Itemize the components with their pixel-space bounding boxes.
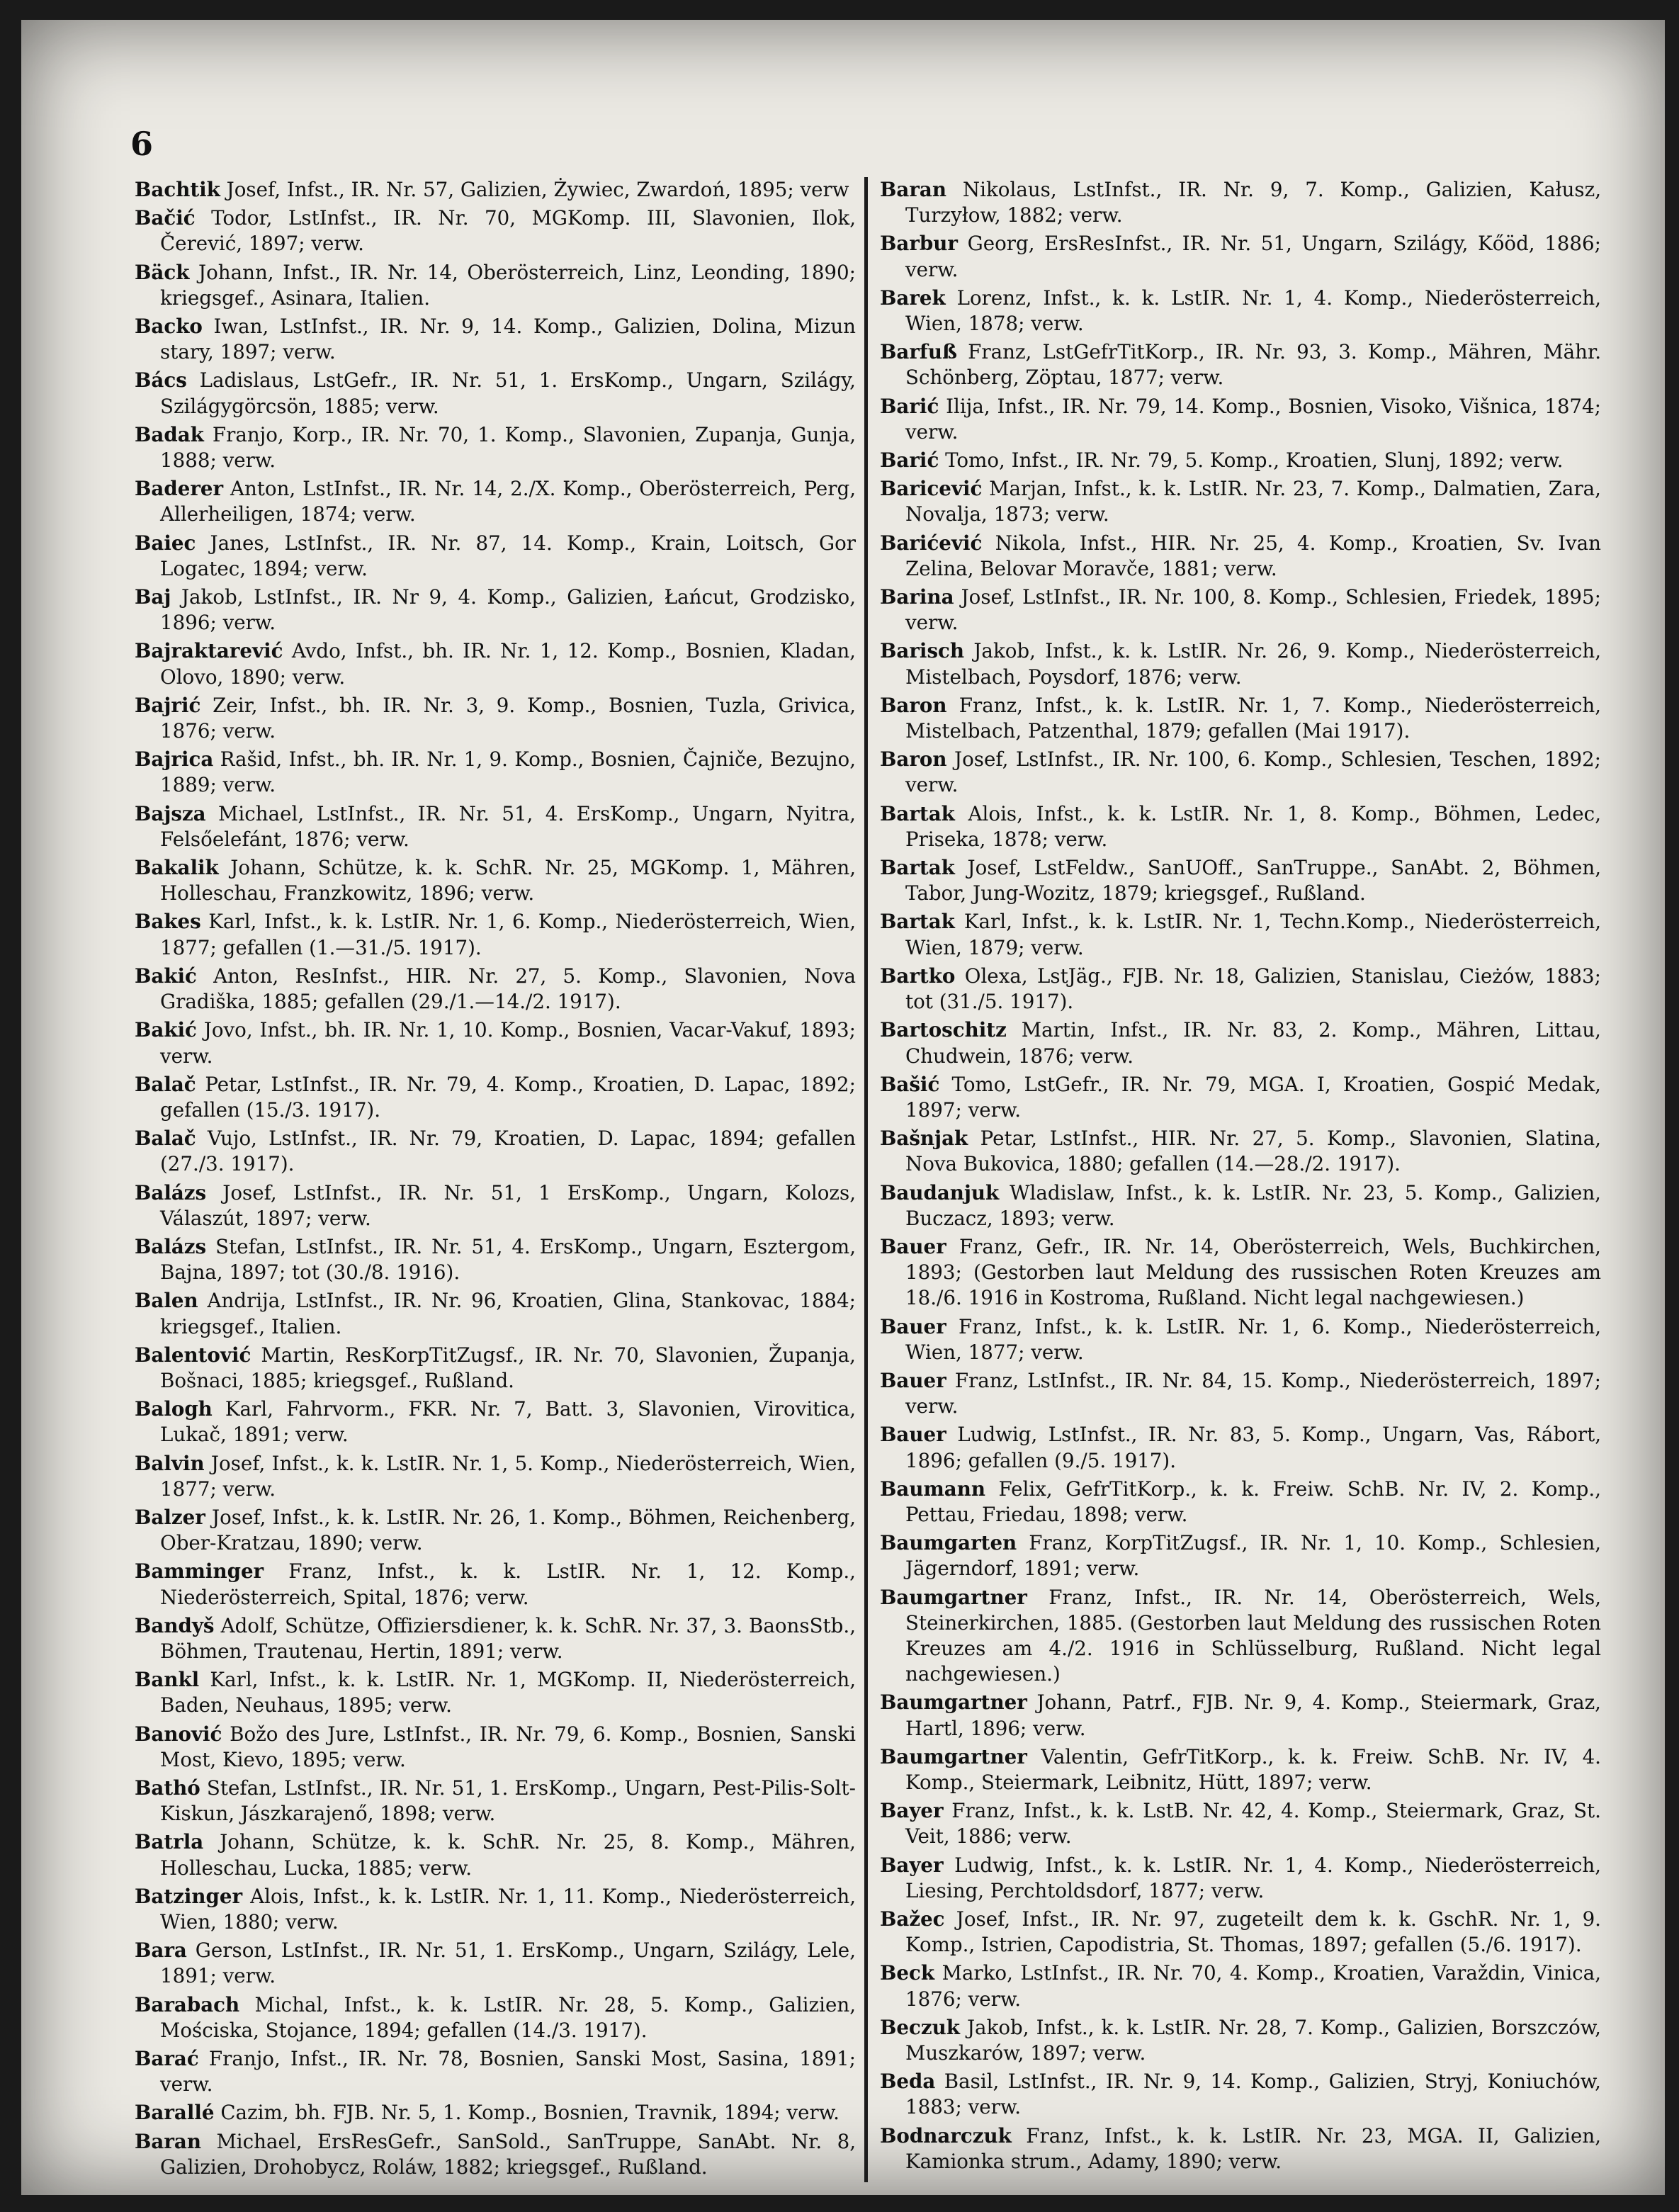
entry-details: Vujo, LstInfst., IR. Nr. 79, Kroatien, D. Lapac, 1894; gefallen (27./3. 1917).	[160, 1127, 856, 1176]
list-entry	[880, 1530, 1601, 1581]
entry-surname: Batzinger	[135, 1884, 243, 1908]
list-entry	[880, 1853, 1601, 1904]
entry-surname: Bauer	[880, 1234, 946, 1258]
list-entry	[880, 1690, 1601, 1741]
entry-details: Karl, Fahrvorm., FKR. Nr. 7, Batt. 3, Slavonien, Virovitica, Lukač, 1891; verw.	[160, 1397, 856, 1447]
list-entry	[880, 1368, 1601, 1419]
entry-details: Avdo, Infst., bh. IR. Nr. 1, 12. Komp., Bosnien, Kladan, Olovo, 1890; verw.	[160, 639, 856, 689]
entry-details: Tomo, Infst., IR. Nr. 79, 5. Komp., Kroatien, Slunj, 1892; verw.	[939, 448, 1564, 473]
list-entry	[880, 476, 1601, 527]
entry-surname: Barić	[880, 448, 939, 473]
entry-surname: Bäck	[135, 260, 190, 284]
list-entry	[135, 314, 856, 365]
entry-details: Martin, Infst., IR. Nr. 83, 2. Komp., Mähren, Littau, Chudwein, 1876; verw.	[905, 1018, 1601, 1068]
entry-details: Stefan, LstInfst., IR. Nr. 51, 1. ErsKomp., Ungarn, Pest-Pilis-Solt-Kiskun, Jászkarajenő, 1898; verw.	[160, 1776, 856, 1826]
entry-surname: Batrla	[135, 1830, 204, 1854]
entry-surname: Bamminger	[135, 1559, 264, 1584]
list-entry	[135, 1234, 856, 1285]
entry-surname: Bačić	[135, 206, 196, 230]
entry-details: Alois, Infst., k. k. LstIR. Nr. 1, 8. Komp., Böhmen, Ledec, Priseka, 1878; verw.	[905, 801, 1601, 851]
entry-details: Tomo, LstGefr., IR. Nr. 79, MGA. I, Kroatien, Gospić Medak, 1897; verw.	[905, 1072, 1601, 1122]
list-entry	[880, 1960, 1601, 2011]
list-entry	[880, 638, 1601, 689]
list-entry	[135, 1776, 856, 1827]
list-entry	[880, 1180, 1601, 1231]
list-entry	[135, 1072, 856, 1123]
entry-details: Karl, Infst., k. k. LstIR. Nr. 1, 6. Komp., Niederösterreich, Wien, 1877; gefallen (1.—31./5. 1917).	[160, 910, 856, 959]
list-entry	[135, 1613, 856, 1664]
list-entry	[880, 531, 1601, 582]
entry-details: Franjo, Korp., IR. Nr. 70, 1. Komp., Slavonien, Zupanja, Gunja, 1888; verw.	[160, 422, 856, 473]
entry-surname: Bašnjak	[880, 1127, 968, 1151]
entry-surname: Bankl	[135, 1668, 200, 1692]
entry-details: Franz, Infst., k. k. LstB. Nr. 42, 4. Komp., Steiermark, Graz, St. Veit, 1886; verw.	[905, 1799, 1601, 1849]
entry-surname: Barać	[135, 2047, 199, 2071]
list-entry	[880, 1126, 1601, 1177]
list-entry	[880, 177, 1601, 228]
list-entry	[135, 260, 856, 311]
list-entry	[880, 1798, 1601, 1849]
entry-details: Jakob, Infst., k. k. LstIR. Nr. 26, 9. Komp., Niederösterreich, Mistelbach, Poysdorf, 1876; verw.	[905, 639, 1601, 689]
list-entry	[880, 231, 1601, 282]
entry-surname: Balač	[135, 1127, 196, 1151]
entry-surname: Baran	[135, 2129, 201, 2153]
entry-details: Ilija, Infst., IR. Nr. 79, 14. Komp., Bosnien, Visoko, Višnica, 1874; verw.	[905, 394, 1601, 444]
entry-surname: Barabach	[135, 1992, 240, 2016]
entry-surname: Bajraktarević	[135, 639, 283, 663]
list-entry	[135, 1017, 856, 1068]
list-entry	[135, 422, 856, 473]
entry-surname: Balen	[135, 1289, 198, 1313]
entry-surname: Balentović	[135, 1343, 251, 1367]
entry-surname: Bartko	[880, 964, 956, 988]
entry-surname: Beczuk	[880, 2015, 960, 2039]
entry-details: Ladislaus, LstGefr., IR. Nr. 51, 1. ErsKomp., Ungarn, Szilágy, Szilágygörcsön, 1885; verw.	[160, 368, 856, 418]
entry-details: Basil, LstInfst., IR. Nr. 9, 14. Komp., Galizien, Stryj, Koniuchów, 1883; verw.	[905, 2070, 1601, 2119]
entry-surname: Bayer	[880, 1853, 944, 1877]
entry-surname: Baumgarten	[880, 1531, 1017, 1555]
entry-surname: Balázs	[135, 1234, 207, 1258]
entry-details: Anton, LstInfst., IR. Nr. 14, 2./X. Komp., Oberösterreich, Perg, Allerheiligen, 1874; verw.	[160, 477, 856, 526]
entry-details: Karl, Infst., k. k. LstIR. Nr. 1, MGKomp. II, Niederösterreich, Baden, Neuhaus, 1895; verw.	[160, 1668, 856, 1717]
list-entry	[135, 368, 856, 419]
entry-details: Martin, ResKorpTitZugsf., IR. Nr. 70, Slavonien, Županja, Bošnaci, 1885; kriegsgef., Rußland.	[160, 1343, 856, 1392]
entry-details: Johann, Patrf., FJB. Nr. 9, 4. Komp., Steiermark, Graz, Hartl, 1896; verw.	[905, 1691, 1601, 1740]
entry-surname: Bauer	[880, 1314, 946, 1338]
list-entry	[880, 909, 1601, 960]
entry-details: Nikola, Infst., HIR. Nr. 25, 4. Komp., Kroatien, Sv. Ivan Zelina, Belovar Moravče, 1881; verw.	[905, 531, 1601, 580]
entry-surname: Baricević	[880, 477, 983, 501]
list-entry	[880, 1744, 1601, 1795]
list-entry	[135, 638, 856, 689]
entry-details: Josef, Infst., IR. Nr. 57, Galizien, Żywiec, Zwardoń, 1895; verw	[220, 178, 849, 201]
entry-details: Josef, LstFeldw., SanUOff., SanTruppe., SanAbt. 2, Böhmen, Tabor, Jung-Wozitz, 1879; kriegsgef., Rußland.	[905, 856, 1601, 905]
entry-details: Michal, Infst., k. k. LstIR. Nr. 28, 5. Komp., Galizien, Mościska, Stojance, 1894; gefallen (14./3. 1917).	[160, 1992, 856, 2042]
entry-details: Cazim, bh. FJB. Nr. 5, 1. Komp., Bosnien, Travnik, 1894; verw.	[214, 2101, 840, 2125]
entry-surname: Bodnarczuk	[880, 2123, 1012, 2148]
entry-details: Johann, Infst., IR. Nr. 14, Oberösterreich, Linz, Leonding, 1890; kriegsgef., Asinara, Italien.	[160, 260, 856, 310]
entry-surname: Baumgartner	[880, 1585, 1027, 1609]
entry-surname: Beda	[880, 2070, 936, 2094]
entry-details: Iwan, LstInfst., IR. Nr. 9, 14. Komp., Galizien, Dolina, Mizun stary, 1897; verw.	[160, 315, 856, 364]
entry-details: Gerson, LstInfst., IR. Nr. 51, 1. ErsKomp., Ungarn, Szilágy, Lele, 1891; verw.	[160, 1939, 856, 1988]
list-entry	[135, 1126, 856, 1177]
entry-details: Ludwig, LstInfst., IR. Nr. 83, 5. Komp., Ungarn, Vas, Rábort, 1896; gefallen (9./5. 1917).	[905, 1423, 1601, 1472]
entry-surname: Baiec	[135, 531, 196, 555]
entry-details: Anton, ResInfst., HIR. Nr. 27, 5. Komp., Slavonien, Nova Gradiška, 1885; gefallen (29./1.—14./2. 1917).	[160, 964, 856, 1014]
list-entry	[135, 2129, 856, 2180]
entry-surname: Bažec	[880, 1907, 945, 1931]
entry-details: Marko, LstInfst., IR. Nr. 70, 4. Komp., Kroatien, Varaždin, Vinica, 1876; verw.	[905, 1961, 1601, 2011]
list-entry	[135, 1288, 856, 1339]
entry-surname: Barina	[880, 585, 954, 609]
entry-surname: Bauer	[880, 1423, 946, 1447]
list-entry	[135, 1505, 856, 1556]
entry-details: Božo des Jure, LstInfst., IR. Nr. 79, 6. Komp., Bosnien, Sanski Most, Kievo, 1895; verw.	[160, 1722, 856, 1771]
entry-surname: Balvin	[135, 1451, 205, 1475]
entry-surname: Barić	[880, 394, 939, 418]
entry-surname: Balázs	[135, 1180, 207, 1204]
entry-details: Georg, ErsResInfst., IR. Nr. 51, Ungarn, Szilágy, Kőöd, 1886; verw.	[905, 232, 1601, 281]
list-entry	[135, 531, 856, 582]
list-entry	[135, 964, 856, 1015]
entry-surname: Balogh	[135, 1397, 213, 1421]
entry-details: Olexa, LstJäg., FJB. Nr. 18, Galizien, Stanislau, Cieżów, 1883; tot (31./5. 1917).	[905, 964, 1601, 1014]
entry-details: Nikolaus, LstInfst., IR. Nr. 9, 7. Komp., Galizien, Kałusz, Turzyłow, 1882; verw.	[905, 178, 1601, 227]
entry-surname: Bayer	[880, 1799, 944, 1823]
entry-details: Josef, LstInfst., IR. Nr. 51, 1 ErsKomp., Ungarn, Kolozs, Válaszút, 1897; verw.	[160, 1180, 856, 1230]
list-entry	[880, 1234, 1601, 1311]
list-entry	[135, 855, 856, 906]
list-entry	[135, 1938, 856, 1989]
entry-details: Michael, ErsResGefr., SanSold., SanTruppe, SanAbt. Nr. 8, Galizien, Drohobycz, Roláw, 1882; kriegsgef., Rußland.	[160, 2129, 856, 2179]
entry-surname: Barićević	[880, 531, 983, 555]
list-entry	[135, 1992, 856, 2043]
list-entry	[880, 1072, 1601, 1123]
list-entry	[880, 394, 1601, 445]
entry-details: Marjan, Infst., k. k. LstIR. Nr. 23, 7. Komp., Dalmatien, Zara, Novalja, 1873; verw.	[905, 477, 1601, 526]
entry-surname: Barfuß	[880, 340, 958, 364]
entry-surname: Bauer	[880, 1368, 946, 1392]
entry-surname: Baudanjuk	[880, 1180, 1000, 1204]
page-number: 6	[130, 125, 154, 163]
entry-details: Josef, Infst., k. k. LstIR. Nr. 26, 1. Komp., Böhmen, Reichenberg, Ober-Kratzau, 1890; verw.	[160, 1505, 856, 1555]
entry-surname: Bandyš	[135, 1613, 215, 1637]
entry-surname: Bajrica	[135, 747, 214, 772]
list-entry	[135, 1180, 856, 1231]
entry-details: Wladislaw, Infst., k. k. LstIR. Nr. 23, 5. Komp., Galizien, Buczacz, 1893; verw.	[905, 1180, 1601, 1230]
entry-surname: Bajrić	[135, 693, 201, 717]
entry-details: Johann, Schütze, k. k. SchR. Nr. 25, 8. Komp., Mähren, Holleschau, Lucka, 1885; verw.	[160, 1830, 856, 1880]
entry-details: Michael, LstInfst., IR. Nr. 51, 4. ErsKomp., Ungarn, Nyitra, Felsőelefánt, 1876; verw.	[160, 801, 856, 851]
entry-details: Stefan, LstInfst., IR. Nr. 51, 4. ErsKomp., Ungarn, Esztergom, Bajna, 1897; tot (30./8. 1916).	[160, 1234, 856, 1285]
entry-details: Franjo, Infst., IR. Nr. 78, Bosnien, Sanski Most, Sasina, 1891; verw.	[160, 2047, 856, 2097]
entry-details: Franz, KorpTitZugsf., IR. Nr. 1, 10. Komp., Schlesien, Jägerndorf, 1891; verw.	[905, 1531, 1601, 1581]
entry-surname: Bartak	[880, 910, 955, 934]
entry-surname: Baron	[880, 693, 947, 717]
entry-surname: Bakić	[135, 964, 197, 988]
entry-details: Jakob, Infst., k. k. LstIR. Nr. 28, 7. Komp., Galizien, Borszczów, Muszkarów, 1897; verw.	[905, 2015, 1601, 2065]
document-page	[21, 20, 1665, 2195]
entry-surname: Badak	[135, 422, 204, 446]
entry-surname: Barisch	[880, 639, 965, 663]
entry-details: Zeir, Infst., bh. IR. Nr. 3, 9. Komp., Bosnien, Tuzla, Grivica, 1876; verw.	[160, 693, 856, 743]
list-entry	[880, 801, 1601, 852]
entry-surname: Baj	[135, 585, 171, 609]
list-entry	[880, 1422, 1601, 1473]
list-entry	[880, 286, 1601, 337]
entry-details: Adolf, Schütze, Offiziersdiener, k. k. SchR. Nr. 37, 3. BaonsStb., Böhmen, Trautenau, Hertin, 1891; verw.	[160, 1613, 856, 1663]
entry-surname: Bartak	[880, 856, 955, 880]
list-entry	[135, 1667, 856, 1718]
list-entry	[135, 476, 856, 527]
list-entry	[880, 448, 1601, 473]
entry-surname: Bartoschitz	[880, 1018, 1007, 1042]
entry-surname: Bács	[135, 368, 187, 393]
list-entry	[135, 205, 856, 256]
entry-surname: Baumann	[880, 1477, 985, 1501]
list-entry	[135, 1451, 856, 1502]
entry-details: Jovo, Infst., bh. IR. Nr. 1, 10. Komp., Bosnien, Vacar-Vakuf, 1893; verw.	[160, 1018, 856, 1068]
entry-details: Karl, Infst., k. k. LstIR. Nr. 1, Techn.Komp., Niederösterreich, Wien, 1879; verw.	[905, 910, 1601, 959]
entry-details: Josef, LstInfst., IR. Nr. 100, 6. Komp., Schlesien, Teschen, 1892; verw.	[905, 747, 1601, 797]
list-entry	[135, 2046, 856, 2097]
entry-surname: Beck	[880, 1961, 935, 1985]
column-divider	[864, 177, 868, 2182]
list-entry	[880, 1477, 1601, 1528]
list-entry	[880, 2123, 1601, 2174]
entry-surname: Bara	[135, 1939, 187, 1963]
entry-surname: Balač	[135, 1072, 196, 1096]
entry-surname: Bakalik	[135, 856, 219, 880]
entry-details: Franz, Infst., k. k. LstIR. Nr. 23, MGA. II, Galizien, Kamionka strum., Adamy, 1890; verw.	[905, 2123, 1601, 2173]
list-entry	[880, 2015, 1601, 2066]
list-entry	[880, 693, 1601, 744]
list-entry	[135, 1884, 856, 1935]
list-entry	[135, 1559, 856, 1610]
entry-details: Lorenz, Infst., k. k. LstIR. Nr. 1, 4. Komp., Niederösterreich, Wien, 1878; verw.	[905, 286, 1601, 336]
entry-details: Petar, LstInfst., IR. Nr. 79, 4. Komp., Kroatien, D. Lapac, 1892; gefallen (15./3. 1917).	[160, 1072, 856, 1122]
entry-surname: Bathó	[135, 1776, 200, 1800]
entry-surname: Baran	[880, 178, 946, 201]
entry-surname: Barek	[880, 286, 946, 310]
entry-details: Josef, Infst., IR. Nr. 97, zugeteilt dem k. k. GschR. Nr. 1, 9. Komp., Istrien, Capodistria, St. Thomas, 1897; gefallen (5./6. 1917).	[905, 1907, 1601, 1957]
list-entry	[880, 855, 1601, 906]
right-column	[880, 177, 1601, 2177]
entry-surname: Balzer	[135, 1505, 205, 1529]
entry-surname: Baumgartner	[880, 1691, 1027, 1715]
list-entry	[135, 1396, 856, 1448]
list-entry	[135, 585, 856, 636]
entry-details: Todor, LstInfst., IR. Nr. 70, MGKomp. III, Slavonien, Ilok, Čerević, 1897; verw.	[160, 206, 856, 256]
entry-details: Josef, Infst., k. k. LstIR. Nr. 1, 5. Komp., Niederösterreich, Wien, 1877; verw.	[160, 1451, 856, 1501]
entry-surname: Bašić	[880, 1072, 940, 1096]
list-entry	[880, 339, 1601, 390]
list-entry	[880, 585, 1601, 636]
list-entry	[135, 909, 856, 960]
list-entry	[135, 1343, 856, 1394]
entry-surname: Barallé	[135, 2101, 215, 2125]
entry-details: Jakob, LstInfst., IR. Nr 9, 4. Komp., Galizien, Łańcut, Grodzisko, 1896; verw.	[160, 585, 856, 635]
entry-surname: Baderer	[135, 477, 224, 501]
entry-details: Janes, LstInfst., IR. Nr. 87, 14. Komp., Krain, Loitsch, Gor Logatec, 1894; verw.	[160, 531, 856, 580]
entry-surname: Bachtik	[135, 178, 220, 201]
entry-surname: Bakić	[135, 1018, 197, 1042]
entry-details: Franz, Infst., IR. Nr. 14, Oberösterreich, Wels, Steinerkirchen, 1885. (Gestorben laut Meldung des russischen Roten Kreuzes am 4./2. 1916 in Schlüsselburg, Rußland. Nicht legal nachgewiesen.)	[905, 1585, 1601, 1686]
entry-details: Alois, Infst., k. k. LstIR. Nr. 1, 11. Komp., Niederösterreich, Wien, 1880; verw.	[160, 1884, 856, 1934]
entry-surname: Baumgartner	[880, 1744, 1027, 1768]
entry-surname: Backo	[135, 315, 203, 339]
entry-details: Franz, Infst., k. k. LstIR. Nr. 1, 7. Komp., Niederösterreich, Mistelbach, Patzenthal, 1879; gefallen (Mai 1917).	[905, 693, 1601, 743]
list-entry	[135, 801, 856, 852]
list-entry	[880, 964, 1601, 1015]
entry-details: Franz, LstInfst., IR. Nr. 84, 15. Komp., Niederösterreich, 1897; verw.	[905, 1368, 1601, 1418]
entry-surname: Bartak	[880, 801, 955, 825]
entry-surname: Banović	[135, 1722, 222, 1746]
entry-details: Valentin, GefrTitKorp., k. k. Freiw. SchB. Nr. IV, 4. Komp., Steiermark, Leibnitz, Hütt, 1897; verw.	[905, 1744, 1601, 1794]
list-entry	[135, 747, 856, 798]
list-entry	[880, 1017, 1601, 1068]
entry-surname: Baron	[880, 747, 947, 772]
entry-details: Felix, GefrTitKorp., k. k. Freiw. SchB. Nr. IV, 2. Komp., Pettau, Friedau, 1898; verw.	[905, 1477, 1601, 1526]
entry-surname: Barbur	[880, 232, 959, 256]
entry-surname: Bajsza	[135, 801, 206, 825]
list-entry	[135, 1829, 856, 1880]
entry-details: Ludwig, Infst., k. k. LstIR. Nr. 1, 4. Komp., Niederösterreich, Liesing, Perchtoldsdorf, 1877; verw.	[905, 1853, 1601, 1902]
list-entry	[880, 1907, 1601, 1958]
entry-details: Franz, Infst., k. k. LstIR. Nr. 1, 12. Komp., Niederösterreich, Spital, 1876; verw.	[160, 1559, 856, 1609]
entry-details: Franz, Gefr., IR. Nr. 14, Oberösterreich, Wels, Buchkirchen, 1893; (Gestorben laut Meldung des russischen Roten Kreuzes am 18./6. 1916 in Kostroma, Rußland. Nicht legal nachgewiesen.)	[905, 1234, 1601, 1310]
entry-details: Johann, Schütze, k. k. SchR. Nr. 25, MGKomp. 1, Mähren, Holleschau, Franzkowitz, 1896; verw.	[160, 856, 856, 905]
list-entry	[880, 1585, 1601, 1688]
list-entry	[135, 177, 856, 203]
entry-details: Rašid, Infst., bh. IR. Nr. 1, 9. Komp., Bosnien, Čajniče, Bezujno, 1889; verw.	[160, 747, 856, 797]
left-column	[135, 177, 856, 2183]
entry-details: Franz, LstGefrTitKorp., IR. Nr. 93, 3. Komp., Mähren, Mähr. Schönberg, Zöptau, 1877; verw.	[905, 340, 1601, 390]
list-entry	[135, 2100, 856, 2126]
entry-details: Franz, Infst., k. k. LstIR. Nr. 1, 6. Komp., Niederösterreich, Wien, 1877; verw.	[905, 1314, 1601, 1364]
list-entry	[880, 2069, 1601, 2120]
entry-details: Andrija, LstInfst., IR. Nr. 96, Kroatien, Glina, Stankovac, 1884; kriegsgef., Italien.	[160, 1289, 856, 1338]
list-entry	[880, 747, 1601, 798]
list-entry	[135, 1722, 856, 1773]
list-entry	[135, 693, 856, 744]
entry-details: Petar, LstInfst., HIR. Nr. 27, 5. Komp., Slavonien, Slatina, Nova Bukovica, 1880; gefallen (14.—28./2. 1917).	[905, 1127, 1601, 1176]
entry-surname: Bakes	[135, 910, 201, 934]
list-entry	[880, 1314, 1601, 1365]
entry-details: Josef, LstInfst., IR. Nr. 100, 8. Komp., Schlesien, Friedek, 1895; verw.	[905, 585, 1601, 635]
